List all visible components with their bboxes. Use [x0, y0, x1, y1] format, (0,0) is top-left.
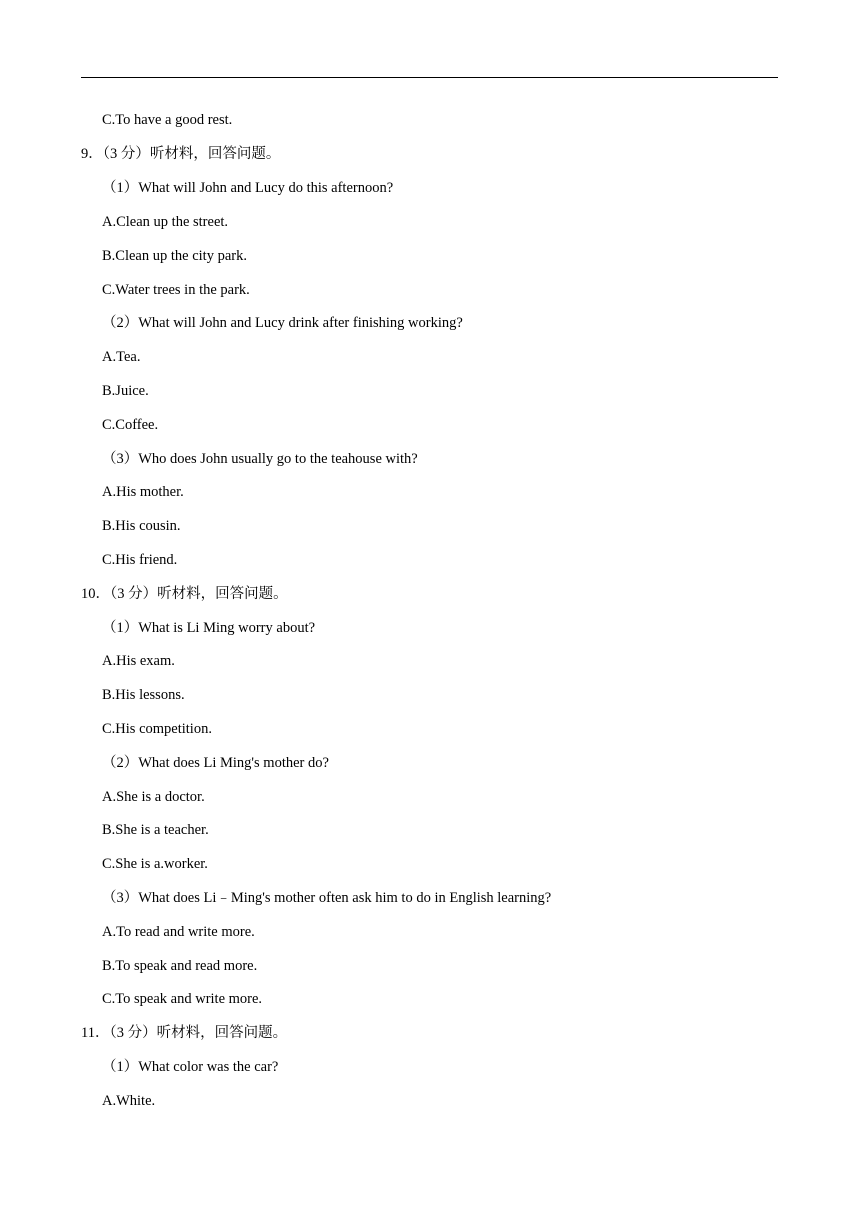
sub-question-prompt: （3）Who does John usually go to the teahouse with?: [102, 451, 418, 467]
option-text: A.His exam.: [102, 653, 175, 669]
option-text: A.Tea.: [102, 349, 141, 365]
option-text: B.She is a teacher.: [102, 822, 209, 838]
option-text: C.She is a.worker.: [102, 856, 208, 872]
option-text: C.Coffee.: [102, 417, 159, 433]
question-number: 10．: [81, 586, 110, 602]
option-text: C.His competition.: [102, 721, 212, 737]
sub-question-prompt: （1）What color was the car?: [102, 1059, 279, 1075]
question-header: [81, 584, 288, 604]
option-text: A.To read and write more.: [102, 924, 255, 940]
option-text: C.To speak and write more.: [102, 991, 263, 1007]
sub-question-prompt: （2）What will John and Lucy drink after finishing working?: [102, 315, 463, 331]
question-intro: （3 分）听材料，回答问题。: [102, 146, 281, 162]
option-text: C.His friend.: [102, 552, 178, 568]
option-text: C.To have a good rest.: [102, 112, 233, 128]
sub-question-prompt: （2）What does Li Ming's mother do?: [102, 755, 329, 771]
option-text: B.To speak and read more.: [102, 958, 258, 974]
question-header: [81, 144, 280, 164]
question-number: 11．: [81, 1025, 110, 1041]
sub-question-prompt: （3）What does Li﹣Ming's mother often ask him to do in English learning?: [102, 890, 552, 906]
question-number: 9．: [81, 146, 103, 162]
option-text: A.She is a doctor.: [102, 789, 205, 805]
header-rule: [81, 77, 778, 78]
option-text: B.Clean up the city park.: [102, 248, 247, 264]
question-intro: （3 分）听材料，回答问题。: [109, 1025, 288, 1041]
question-intro: （3 分）听材料，回答问题。: [110, 586, 288, 602]
option-text: B.His lessons.: [102, 687, 185, 703]
sub-question-prompt: （1）What will John and Lucy do this afternoon?: [102, 180, 394, 196]
option-text: B.His cousin.: [102, 518, 181, 534]
option-text: A.Clean up the street.: [102, 214, 229, 230]
option-text: A.White.: [102, 1093, 156, 1109]
option-text: A.His mother.: [102, 484, 184, 500]
question-header: [81, 1023, 287, 1043]
sub-question-prompt: （1）What is Li Ming worry about?: [102, 620, 316, 636]
option-text: B.Juice.: [102, 383, 149, 399]
option-text: C.Water trees in the park.: [102, 282, 250, 298]
